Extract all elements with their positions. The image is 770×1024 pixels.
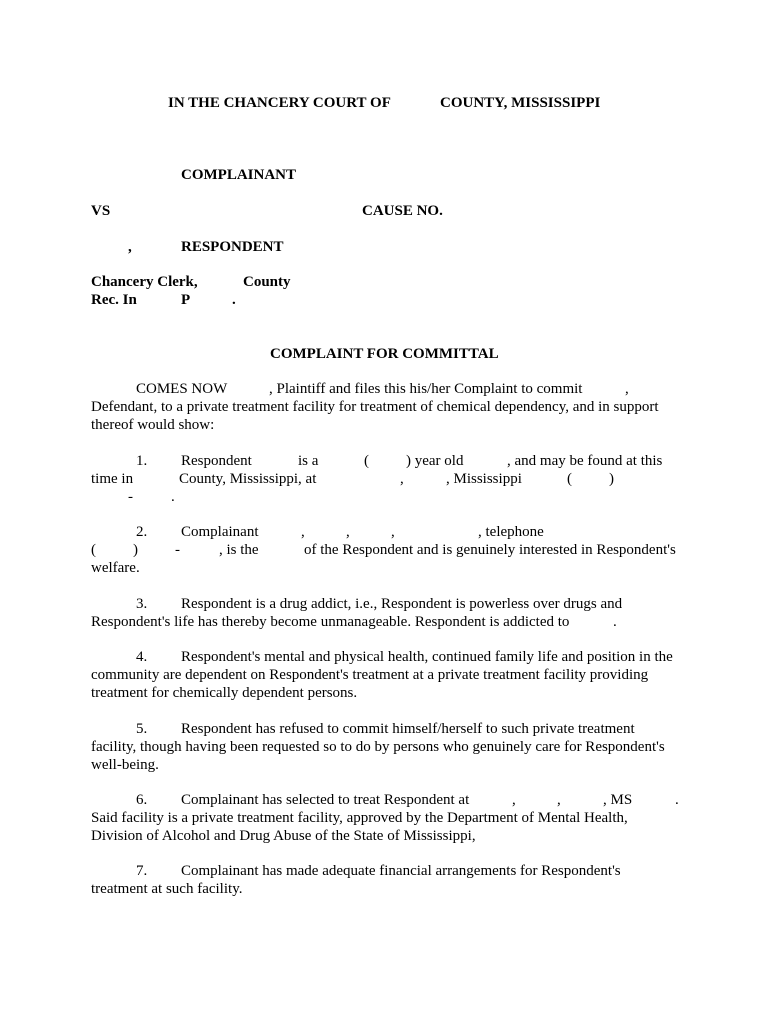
p6-text-b: , [512,792,516,808]
p1-text-l: - [128,489,133,505]
p2-text-c: , [346,524,350,540]
p5-number: 5. [136,721,148,737]
p4-line3: treatment for chemically dependent persons. [91,685,358,701]
p3-number: 3. [136,596,148,612]
p1-text-e: , and may be found at this [507,453,663,469]
p1-text-d: ) year old [406,453,464,469]
p3-line2: Respondent's life has thereby become unmanageable. Respondent is addicted to [91,614,570,630]
p2-text-e: , telephone [478,524,544,540]
p5-line3: well-being. [91,757,159,773]
p6-text-a: Complainant has selected to treat Respondent at [181,792,470,808]
rec-in-label: Rec. In [91,292,137,308]
intro-line1: , Plaintiff and files this his/her Complaint to commit [269,381,583,397]
p2-text-k: welfare. [91,560,140,576]
intro-comma: , [625,381,629,397]
p2-text-j: of the Respondent and is genuinely interested in Respondent's [304,542,676,558]
p4-line2: community are dependent on Respondent's treatment at a private treatment facility providing [91,667,649,683]
p2-text-f: ( [91,542,96,558]
p6-text-c: , [557,792,561,808]
p1-text-j: ( [567,471,572,487]
p5-line1: Respondent has refused to commit himself/herself to such private treatment [181,721,635,737]
p-label: P [181,292,191,308]
p6-text-e: . [675,792,679,808]
cause-no-label: CAUSE NO. [362,203,443,219]
p1-text-a: Respondent [181,453,252,469]
intro-line2: Defendant, to a private treatment facility for treatment of chemical dependency, and in support [91,399,659,415]
respondent-label: RESPONDENT [181,239,284,255]
p1-text-h: , [400,471,404,487]
p2-text-g: ) [133,542,138,558]
p3-line1: Respondent is a drug addict, i.e., Respondent is powerless over drugs and [181,596,623,612]
p1-text-f: time in [91,471,134,487]
p1-text-b: is a [298,453,319,469]
p4-line1: Respondent's mental and physical health, continued family life and position in the [181,649,673,665]
p3-end: . [613,614,617,630]
p2-text-d: , [391,524,395,540]
vs-label: VS [91,203,111,219]
p7-number: 7. [136,863,148,879]
p7-line2: treatment at such facility. [91,881,243,897]
county-label: County [243,274,291,290]
intro-line3: thereof would show: [91,417,215,433]
p6-text-d: , MS [603,792,633,808]
p6-number: 6. [136,792,148,808]
court-heading-right: COUNTY, MISSISSIPPI [440,95,601,111]
respondent-comma: , [128,239,132,255]
p1-text-m: . [171,489,175,505]
document-title: COMPLAINT FOR COMMITTAL [270,346,499,362]
p6-line2: Said facility is a private treatment facility, approved by the Department of Mental Health, [91,810,628,826]
chancery-clerk-label: Chancery Clerk, [91,274,198,290]
p2-text-i: , is the [219,542,259,558]
intro-comes-now: COMES NOW [136,381,228,397]
p6-line3: Division of Alcohol and Drug Abuse of the State of Mississippi, [91,828,476,844]
p4-number: 4. [136,649,148,665]
rec-period: . [232,292,236,308]
p1-text-c: ( [364,453,369,469]
p1-text-k: ) [609,471,614,487]
court-heading-left: IN THE CHANCERY COURT OF [168,95,391,111]
p1-number: 1. [136,453,148,469]
p1-text-g: County, Mississippi, at [179,471,317,487]
p7-line1: Complainant has made adequate financial arrangements for Respondent's [181,863,621,879]
p2-text-a: Complainant [181,524,259,540]
complainant-label: COMPLAINANT [181,167,296,183]
p2-number: 2. [136,524,148,540]
p2-text-h: - [175,542,180,558]
p1-text-i: , Mississippi [446,471,522,487]
p5-line2: facility, though having been requested so to do by persons who genuinely care for Respondent's [91,739,665,755]
p2-text-b: , [301,524,305,540]
